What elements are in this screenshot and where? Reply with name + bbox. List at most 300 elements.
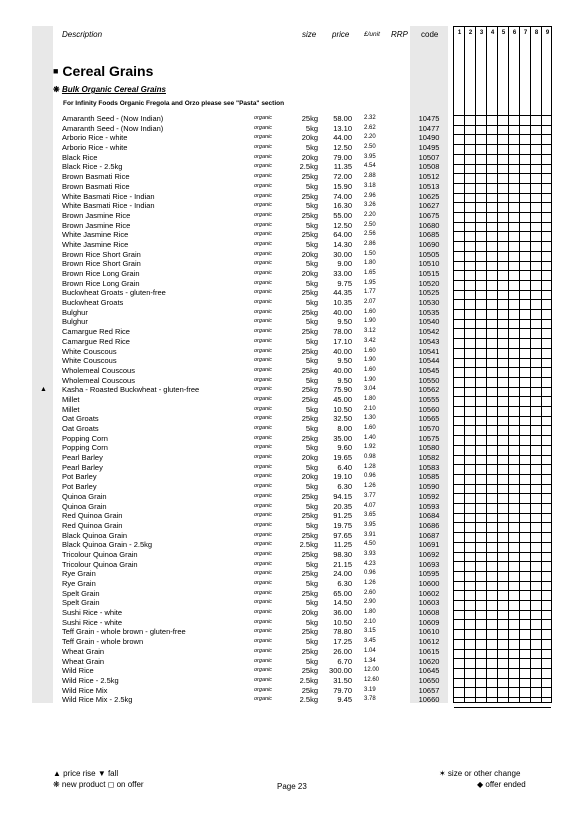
product-description: Brown Rice Long Grain [62, 269, 140, 278]
pack-price: 12.50 [333, 143, 352, 153]
product-code: 10475 [418, 114, 440, 123]
grid-row-divider [454, 261, 551, 262]
pack-price: 31.50 [333, 675, 352, 685]
unit-price: 1.65 [364, 270, 376, 276]
legend-offer-ended: ◆ offer ended [477, 780, 526, 789]
pack-size: 25kg [301, 307, 318, 317]
pack-price: 35.00 [333, 433, 352, 443]
product-code: 10592 [418, 491, 440, 501]
unit-price: 2.96 [364, 192, 376, 199]
product-code: 10570 [418, 424, 440, 433]
organic-label: organic [254, 473, 273, 480]
product-code: 10540 [418, 317, 440, 327]
pack-price: 14.50 [333, 598, 352, 608]
product-description: Buckwheat Groats - gluten-free [62, 288, 166, 298]
product-description: Pot Barley [62, 482, 97, 492]
product-code: 10610 [418, 627, 440, 637]
grid-row-divider [454, 416, 551, 417]
pack-size: 25kg [301, 569, 318, 579]
pack-price: 44.35 [333, 288, 352, 298]
grid-row-divider [454, 193, 551, 194]
pack-price: 19.75 [333, 520, 352, 530]
grid-row-divider [454, 532, 551, 533]
grid-row-divider [454, 212, 551, 213]
pack-price: 9.60 [337, 443, 352, 453]
grid-row-divider [454, 319, 551, 320]
unit-price: 3.18 [364, 182, 376, 189]
unit-price: 3.26 [364, 202, 376, 209]
organic-label: organic [254, 570, 273, 577]
unit-price: 1.26 [364, 580, 376, 586]
unit-price: 2.88 [364, 173, 376, 180]
pack-price: 78.80 [333, 627, 352, 637]
product-code: 10507 [418, 152, 440, 162]
price-change-marker: ▲ [40, 386, 47, 394]
section-subtitle-text: Bulk Organic Cereal Grains [61, 85, 166, 94]
product-description: Black Quinoa Grain [62, 530, 128, 540]
grid-row-divider [454, 280, 551, 281]
pack-price: 9.75 [337, 278, 352, 288]
pack-size: 5kg [305, 259, 318, 269]
product-description: White Jasmine Rice [62, 230, 129, 240]
organic-label: organic [254, 260, 273, 267]
pack-size: 5kg [305, 375, 318, 385]
product-code: 10680 [418, 220, 440, 230]
grid-row-divider [454, 445, 551, 446]
grid-row-divider [454, 474, 551, 475]
product-description: Sushi Rice - white [62, 608, 123, 618]
organic-label: organic [254, 328, 273, 335]
product-description: Wild Rice - 2.5kg [62, 675, 119, 685]
organic-label: organic [254, 231, 273, 238]
grid-row-divider [454, 503, 551, 504]
pack-size: 2.5kg [299, 675, 318, 685]
product-description: Oat Groats [62, 424, 99, 433]
grid-row-divider [454, 183, 551, 184]
unit-price: 3.91 [364, 531, 376, 538]
product-code: 10692 [418, 549, 440, 559]
pack-price: 9.45 [337, 695, 352, 705]
organic-label: organic [254, 115, 273, 121]
product-code: 10490 [418, 133, 440, 143]
unit-price: 1.04 [364, 647, 376, 654]
grid-row-divider [454, 222, 551, 223]
grid-row-divider [454, 610, 551, 611]
organic-label: organic [254, 599, 273, 606]
organic-label: organic [254, 415, 273, 422]
product-description: Rye Grain [62, 569, 96, 579]
unit-price: 2.07 [364, 299, 376, 306]
pack-size: 25kg [301, 530, 318, 540]
product-description: Arborio Rice - white [62, 143, 128, 153]
pack-size: 5kg [305, 482, 318, 492]
pack-price: 9.50 [337, 356, 352, 366]
organic-label: organic [254, 144, 273, 151]
header-rrp: RRP [391, 30, 408, 39]
pack-size: 2.5kg [299, 540, 318, 550]
grid-row-divider [454, 231, 551, 232]
product-description: Quinoa Grain [62, 491, 107, 501]
pack-size: 5kg [305, 559, 318, 569]
unit-price: 1.60 [364, 308, 376, 315]
pack-size: 5kg [305, 278, 318, 288]
product-description: Brown Basmati Rice [62, 172, 130, 182]
product-code: 10603 [418, 598, 440, 608]
header-per-unit: £/unit [364, 31, 380, 38]
product-code: 10585 [418, 472, 440, 482]
product-code: 10535 [418, 307, 440, 317]
organic-label: organic [254, 454, 273, 461]
pack-size: 25kg [301, 288, 318, 298]
pack-size: 5kg [305, 220, 318, 230]
unit-price: 12.60 [364, 676, 380, 683]
grid-column-number: 6 [512, 30, 517, 36]
product-description: Buckwheat Groats [62, 298, 124, 308]
unit-price: 2.90 [364, 599, 376, 606]
grid-row-divider [454, 658, 551, 659]
pack-price: 40.00 [333, 346, 352, 356]
unit-price: 1.60 [364, 347, 376, 354]
pack-size: 5kg [305, 424, 318, 433]
page-number: Page 23 [277, 782, 307, 791]
product-description: Quinoa Grain [62, 501, 107, 511]
pack-size: 25kg [301, 646, 318, 656]
organic-label: organic [254, 686, 273, 693]
unit-price: 1.80 [364, 609, 376, 616]
pack-price: 9.00 [337, 259, 352, 269]
organic-label: organic [254, 318, 273, 325]
unit-price: 3.04 [364, 386, 376, 393]
product-description: Kasha - Roasted Buckwheat - gluten-free [62, 385, 200, 395]
pack-size: 20kg [301, 472, 318, 482]
pack-size: 25kg [301, 365, 318, 375]
grid-row-divider [454, 629, 551, 630]
pack-price: 11.25 [333, 540, 352, 550]
new-product-icon: ❋ [53, 85, 60, 94]
pack-price: 36.00 [333, 608, 352, 618]
unit-price: 1.30 [364, 415, 376, 422]
organic-label: organic [254, 202, 273, 209]
product-description: White Jasmine Rice [62, 239, 129, 249]
pack-size: 5kg [305, 317, 318, 327]
unit-price: 4.23 [364, 560, 376, 567]
grid-row-divider [454, 581, 551, 582]
unit-price: 2.60 [364, 589, 376, 596]
product-code: 10515 [418, 269, 440, 278]
pack-size: 2.5kg [299, 162, 318, 172]
grid-row-divider [454, 377, 551, 378]
section-subtitle [53, 85, 166, 94]
organic-label: organic [254, 609, 273, 616]
pack-size: 20kg [301, 608, 318, 618]
organic-label: organic [254, 531, 273, 538]
product-description: Brown Jasmine Rice [62, 220, 131, 230]
pack-price: 17.10 [333, 336, 352, 346]
pack-size: 5kg [305, 356, 318, 366]
pack-size: 5kg [305, 598, 318, 608]
organic-label: organic [254, 366, 273, 373]
grid-column-number: 5 [501, 30, 506, 36]
unit-price: 3.95 [364, 153, 376, 160]
pack-size: 20kg [301, 249, 318, 259]
organic-label: organic [254, 386, 273, 393]
organic-label: organic [254, 134, 273, 141]
organic-label: organic [254, 192, 273, 199]
grid-row-divider [454, 484, 551, 485]
product-description: Amaranth Seed - (Now Indian) [62, 114, 164, 123]
grid-row-divider [454, 396, 551, 397]
pack-size: 5kg [305, 181, 318, 191]
product-code: 10520 [418, 278, 440, 288]
unit-price: 2.10 [364, 405, 376, 412]
pack-price: 15.90 [333, 181, 352, 191]
pack-price: 24.00 [333, 569, 352, 579]
grid-row-divider [454, 435, 551, 436]
grid-row-divider [454, 348, 551, 349]
unit-price: 3.95 [364, 521, 376, 528]
unit-price: 3.42 [364, 337, 376, 344]
product-description: Popping Corn [62, 433, 108, 443]
product-code: 10510 [418, 259, 440, 269]
pack-price: 26.00 [333, 646, 352, 656]
organic-label: organic [254, 182, 273, 189]
unit-price: 1.50 [364, 250, 376, 257]
unit-price: 1.40 [364, 434, 376, 441]
grid-row-divider [454, 600, 551, 601]
grid-row-divider [454, 406, 551, 407]
pack-price: 6.30 [337, 579, 352, 588]
grid-column-number: 3 [479, 30, 484, 36]
product-description: Black Rice - 2.5kg [62, 162, 123, 172]
organic-label: organic [254, 347, 273, 354]
unit-price: 2.56 [364, 231, 376, 238]
organic-label: organic [254, 647, 273, 654]
section-title [53, 63, 153, 79]
product-code: 10612 [418, 637, 440, 647]
grid-row-divider [454, 707, 551, 708]
product-code: 10595 [418, 569, 440, 579]
pack-size: 25kg [301, 114, 318, 123]
grid-row-divider [454, 358, 551, 359]
grid-row-divider [454, 619, 551, 620]
header-description: Description [62, 30, 103, 39]
product-description: Wholemeal Couscous [62, 365, 135, 375]
legend-size-change: ✶ size or other change [439, 769, 521, 778]
grid-column-number: 4 [490, 30, 495, 36]
product-description: Pearl Barley [62, 453, 103, 463]
product-code: 10583 [418, 462, 440, 472]
pack-price: 14.30 [333, 239, 352, 249]
product-code: 10608 [418, 608, 440, 618]
organic-label: organic [254, 211, 273, 218]
product-description: Black Rice [62, 152, 98, 162]
pack-size: 25kg [301, 394, 318, 404]
organic-label: organic [254, 483, 273, 490]
grid-row-divider [454, 552, 551, 553]
product-description: Brown Jasmine Rice [62, 210, 131, 220]
product-code: 10657 [418, 685, 440, 695]
bullet-square-icon: ■ [53, 66, 59, 76]
header-size: size [302, 30, 317, 39]
pack-price: 20.35 [333, 501, 352, 511]
product-code: 10544 [418, 356, 440, 366]
product-code: 10693 [418, 559, 440, 569]
pack-price: 9.50 [337, 317, 352, 327]
unit-price: 1.90 [364, 318, 376, 325]
product-code: 10542 [418, 327, 440, 337]
product-code: 10602 [418, 588, 440, 598]
product-code: 10555 [418, 394, 440, 404]
product-description: Teff Grain - whole brown [62, 637, 144, 647]
organic-label: organic [254, 657, 273, 664]
unit-price: 0.98 [364, 454, 376, 461]
product-description: White Basmati Rice - Indian [62, 191, 155, 201]
organic-label: organic [254, 308, 273, 315]
pack-price: 45.00 [333, 394, 352, 404]
product-code: 10477 [418, 123, 440, 133]
grid-row-divider [454, 455, 551, 456]
product-description: Wild Rice Mix - 2.5kg [62, 695, 133, 705]
pack-price: 40.00 [333, 365, 352, 375]
grid-row-divider [454, 270, 551, 271]
grid-row-divider [454, 115, 551, 116]
pack-price: 6.40 [337, 462, 352, 472]
pack-price: 78.00 [333, 327, 352, 337]
pack-size: 25kg [301, 491, 318, 501]
pack-size: 25kg [301, 346, 318, 356]
product-code: 10582 [418, 453, 440, 463]
grid-row-divider [454, 338, 551, 339]
pack-size: 25kg [301, 433, 318, 443]
product-description: Teff Grain - whole brown - gluten-free [62, 627, 186, 637]
product-description: Wild Rice Mix [62, 685, 108, 695]
pack-price: 300.00 [329, 666, 352, 676]
product-description: Wholemeal Couscous [62, 375, 135, 385]
product-description: Bulghur [62, 307, 88, 317]
product-code: 10609 [418, 617, 440, 627]
pack-size: 25kg [301, 627, 318, 637]
pack-price: 40.00 [333, 307, 352, 317]
product-description: Tricolour Quinoa Grain [62, 559, 138, 569]
product-description: Amaranth Seed - (Now Indian) [62, 123, 164, 133]
grid-row-divider [454, 251, 551, 252]
pack-price: 10.50 [333, 404, 352, 414]
product-description: Camargue Red Rice [62, 327, 130, 337]
grid-row-divider [454, 697, 551, 698]
unit-price: 4.07 [364, 502, 376, 509]
pack-price: 12.50 [333, 220, 352, 230]
organic-label: organic [254, 221, 273, 228]
pack-size: 25kg [301, 327, 318, 337]
grid-row-divider [454, 522, 551, 523]
grid-row-divider [454, 425, 551, 426]
pack-price: 10.35 [333, 298, 352, 308]
product-description: White Couscous [62, 346, 117, 356]
product-description: Brown Rice Short Grain [62, 259, 141, 269]
pack-price: 97.65 [333, 530, 352, 540]
product-description: Brown Basmati Rice [62, 181, 130, 191]
pack-price: 21.15 [333, 559, 352, 569]
pack-size: 2.5kg [299, 695, 318, 705]
product-code: 10545 [418, 365, 440, 375]
pack-price: 44.00 [333, 133, 352, 143]
pack-size: 25kg [301, 685, 318, 695]
organic-label: organic [254, 618, 273, 625]
grid-row-divider [454, 464, 551, 465]
product-description: Popping Corn [62, 443, 108, 453]
grid-row-divider [454, 290, 551, 291]
grid-row-divider [454, 328, 551, 329]
grid-row-divider [454, 493, 551, 494]
organic-label: organic [254, 240, 273, 247]
pack-price: 19.10 [333, 472, 352, 482]
product-code: 10575 [418, 433, 440, 443]
product-description: White Basmati Rice - Indian [62, 201, 155, 211]
grid-row-divider [454, 649, 551, 650]
grid-row-divider [454, 299, 551, 300]
product-code: 10590 [418, 482, 440, 492]
product-code: 10660 [418, 695, 440, 705]
unit-price: 1.80 [364, 260, 376, 267]
pack-price: 64.00 [333, 230, 352, 240]
product-code: 10650 [418, 675, 440, 685]
pack-size: 25kg [301, 666, 318, 676]
product-description: Wild Rice [62, 666, 94, 676]
pack-price: 98.30 [333, 549, 352, 559]
product-code: 10690 [418, 239, 440, 249]
unit-price: 4.50 [364, 541, 376, 548]
product-code: 10525 [418, 288, 440, 298]
organic-label: organic [254, 589, 273, 596]
product-description: Pot Barley [62, 472, 97, 482]
pack-size: 5kg [305, 298, 318, 308]
organic-label: organic [254, 550, 273, 557]
organic-label: organic [254, 425, 273, 431]
pack-size: 25kg [301, 511, 318, 521]
product-code: 10508 [418, 162, 440, 172]
product-code: 10627 [418, 201, 440, 211]
organic-label: organic [254, 173, 273, 180]
organic-label: organic [254, 444, 273, 451]
unit-price: 2.50 [364, 144, 376, 151]
grid-row-divider [454, 678, 551, 679]
product-code: 10565 [418, 414, 440, 424]
pack-price: 13.10 [333, 123, 352, 133]
organic-label: organic [254, 521, 273, 528]
product-description: Arborio Rice - white [62, 133, 128, 143]
pack-size: 25kg [301, 588, 318, 598]
product-code: 10550 [418, 375, 440, 385]
organic-label: organic [254, 163, 273, 170]
pack-size: 25kg [301, 210, 318, 220]
grid-row-divider [454, 241, 551, 242]
organic-label: organic [254, 676, 273, 683]
product-description: Brown Rice Short Grain [62, 249, 141, 259]
product-code: 10687 [418, 530, 440, 540]
grid-row-divider [454, 202, 551, 203]
unit-price: 0.96 [364, 570, 376, 577]
product-code: 10675 [418, 210, 440, 220]
product-code: 10541 [418, 346, 440, 356]
grid-row-divider [454, 154, 551, 155]
unit-price: 3.78 [364, 696, 376, 703]
product-description: Camargue Red Rice [62, 336, 130, 346]
order-quantity-grid[interactable] [453, 26, 552, 703]
grid-row-divider [454, 571, 551, 572]
unit-price: 3.65 [364, 512, 376, 519]
unit-price: 1.92 [364, 444, 376, 451]
unit-price: 3.93 [364, 550, 376, 557]
